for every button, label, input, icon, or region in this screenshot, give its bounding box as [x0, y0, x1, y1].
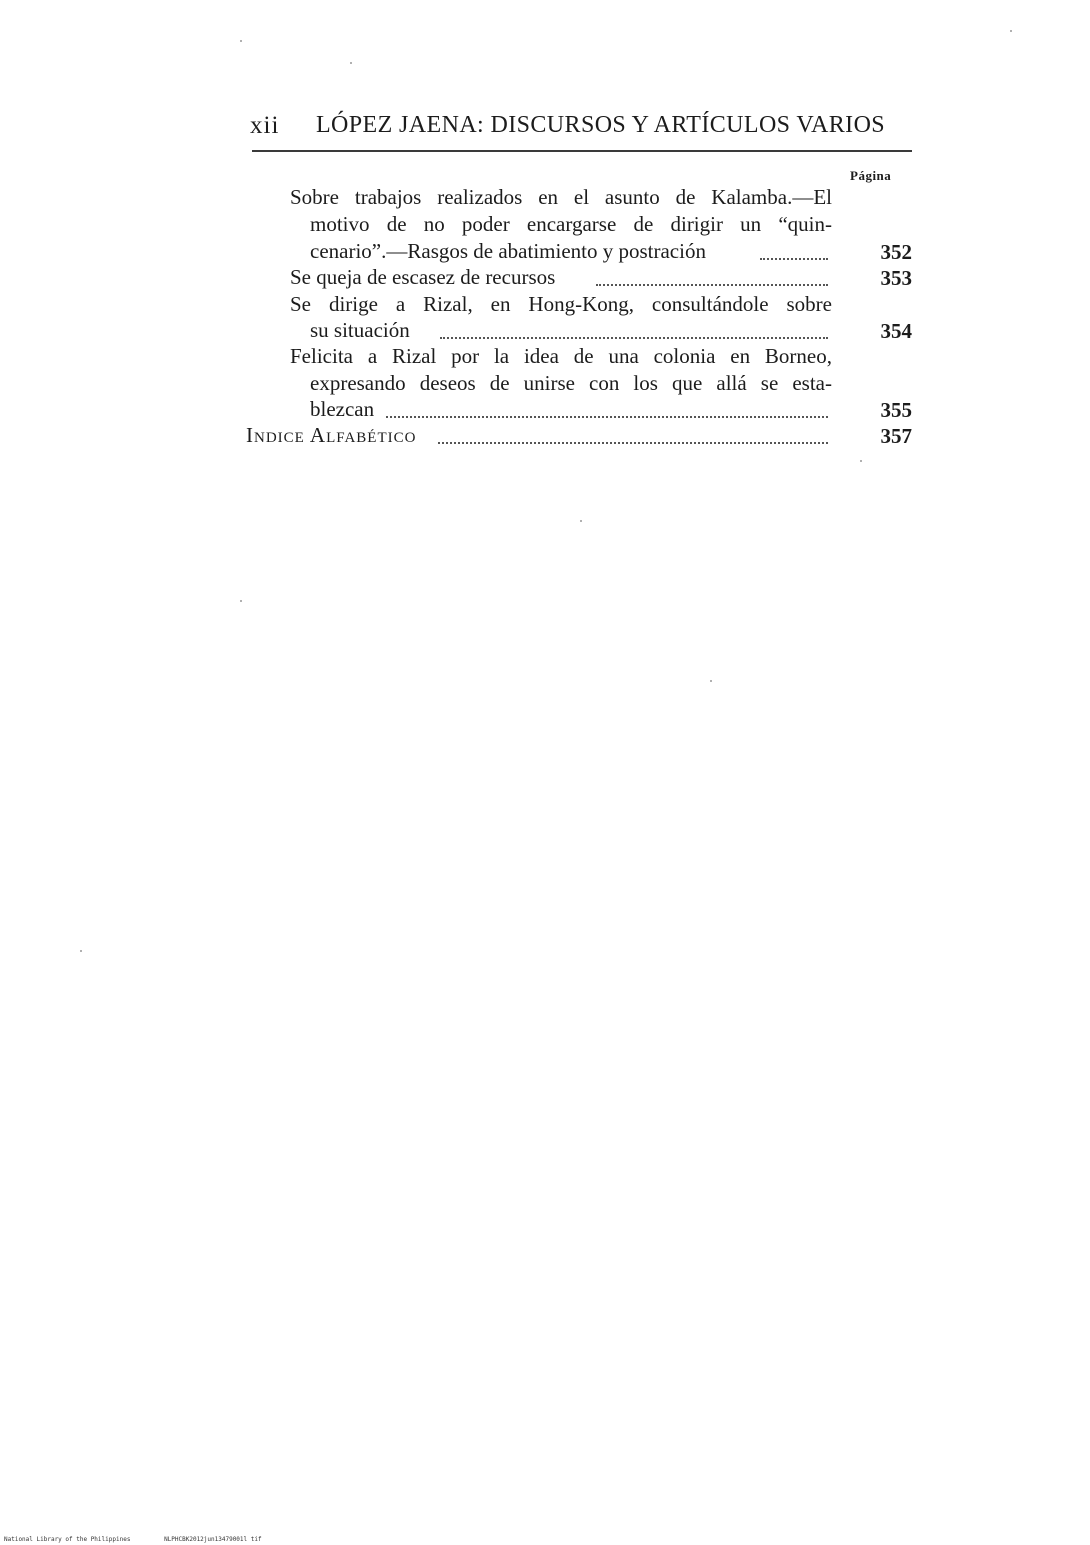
- running-title: LÓPEZ JAENA: DISCURSOS Y ARTÍCULOS VARIOS: [316, 112, 886, 138]
- dot-leader: [438, 440, 828, 444]
- toc-entry-line: Se dirige a Rizal, en Hong-Kong, consultándole sobre: [290, 292, 832, 316]
- library-credit: National Library of the Philippines: [4, 1536, 131, 1543]
- toc-entry-line: Sobre trabajos realizados en el asunto de Kalamba.—El: [290, 185, 832, 209]
- scan-speck: [710, 680, 712, 682]
- toc-page-number: 354: [880, 319, 912, 343]
- toc-entry-line: expresando deseos de unirse con los que allá se esta-: [310, 371, 832, 395]
- toc-page-number: 353: [880, 266, 912, 290]
- toc-page-number: 352: [880, 240, 912, 264]
- dot-leader: [596, 282, 828, 286]
- toc-entry-line: motivo de no poder encargarse de dirigir un “quin-: [310, 212, 832, 236]
- toc-entry-line: Felicita a Rizal por la idea de una colonia en Borneo,: [290, 344, 832, 368]
- toc-page-number: 355: [880, 398, 912, 422]
- toc-entry-line: cenario”.—Rasgos de abatimiento y postración: [310, 239, 706, 263]
- scan-speck: [240, 600, 242, 602]
- page-folio: xii: [250, 112, 280, 139]
- header-rule: [252, 150, 912, 152]
- scan-speck: [240, 40, 242, 42]
- toc-entry-line: Indice Alfabético: [246, 423, 417, 447]
- scan-speck: [580, 520, 582, 522]
- toc-entry-line: blezcan: [310, 397, 375, 421]
- scan-speck: [860, 460, 862, 462]
- scan-speck: [1010, 30, 1012, 32]
- running-header: [250, 112, 912, 152]
- toc-page-number: 357: [880, 424, 912, 448]
- scan-footer: [4, 1536, 292, 1543]
- page-column-label: Página: [850, 168, 892, 183]
- scan-speck: [350, 62, 352, 64]
- toc-entry-line: Se queja de escasez de recursos: [290, 265, 556, 289]
- scan-speck: [80, 950, 82, 952]
- dot-leader: [386, 414, 828, 418]
- dot-leader: [760, 256, 828, 260]
- file-id: NLPHCBK2012jun13479001l tif: [164, 1536, 262, 1543]
- dot-leader: [440, 335, 828, 339]
- toc-entry-line: su situación: [310, 318, 410, 342]
